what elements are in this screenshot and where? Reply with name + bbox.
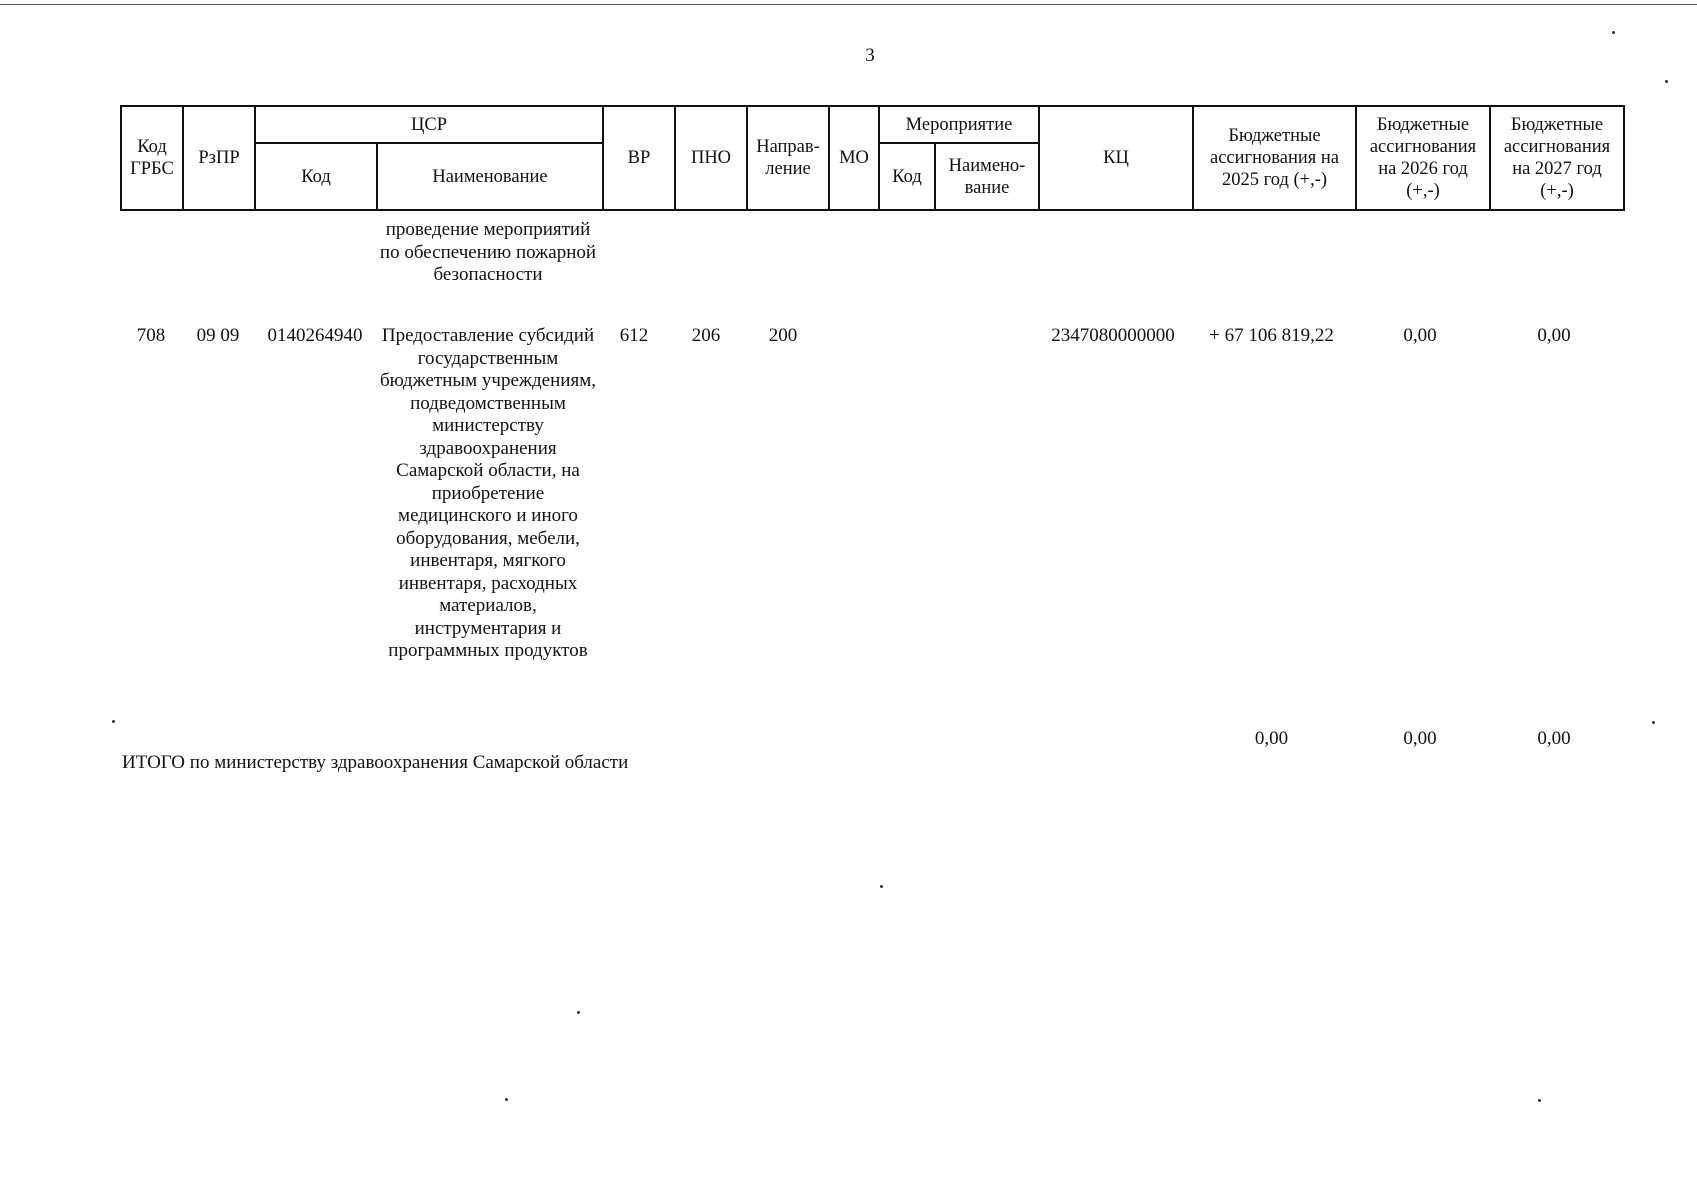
header-2025: Бюджетные ассигнования на 2025 год (+,-) (1193, 106, 1356, 210)
scan-speck (505, 1098, 508, 1101)
header-kc: КЦ (1039, 106, 1193, 210)
scan-speck (1612, 31, 1615, 34)
header-event-code: Код (879, 143, 935, 210)
scan-speck (112, 720, 115, 723)
header-vr: ВР (603, 106, 675, 210)
continued-name: проведение мероприятий по обеспечению пожарной безопасности (379, 219, 597, 285)
row-2026: 0,00 (1403, 325, 1437, 346)
row-grbs: 708 (136, 325, 166, 346)
header-direction: Направ-ление (747, 106, 829, 210)
row-2027: 0,00 (1537, 325, 1571, 346)
page-top-edge (0, 4, 1697, 5)
header-grbs: Код ГРБС (121, 106, 183, 210)
row-pno: 206 (691, 325, 721, 346)
scan-speck (1665, 80, 1668, 83)
total-label: ИТОГО по министерству здравоохранения Самарской области (122, 752, 629, 773)
row-csr-code: 0140264940 (267, 325, 363, 346)
header-csr: ЦСР (255, 106, 603, 143)
row-kc: 2347080000000 (1051, 325, 1175, 346)
page-number: 3 (865, 45, 875, 66)
header-csr-code: Код (255, 143, 377, 210)
row-vr: 612 (619, 325, 649, 346)
header-rzpr: РзПР (183, 106, 255, 210)
scan-speck (880, 885, 883, 888)
total-2025: 0,00 (1254, 728, 1289, 749)
scan-speck (1652, 721, 1655, 724)
row-2025: + 67 106 819,22 (1209, 325, 1334, 346)
header-2027: Бюджетные ассигнования на 2027 год (+,-) (1490, 106, 1624, 210)
total-2026: 0,00 (1403, 728, 1437, 749)
total-2027: 0,00 (1537, 728, 1571, 749)
header-event: Мероприятие (879, 106, 1039, 143)
scan-speck (1538, 1099, 1541, 1102)
header-2026: Бюджетные ассигнования на 2026 год (+,-) (1356, 106, 1490, 210)
header-mo: МО (829, 106, 879, 210)
header-csr-name: Наименование (377, 143, 603, 210)
row-rzpr: 09 09 (196, 325, 240, 346)
row-direction: 200 (768, 325, 798, 346)
header-event-name: Наимено-вание (935, 143, 1039, 210)
header-pno: ПНО (675, 106, 747, 210)
table-header (120, 105, 1625, 211)
scan-speck (577, 1011, 580, 1014)
row-name: Предоставление субсидий государственным бюджетным учреждениям, подведомственным министерству здравоохранения Самарской области, на приобретение медицинского и иного оборудования, мебели, инвентаря, мягкого инвентаря, расходных материалов, инструментария и программных продуктов (380, 325, 596, 661)
